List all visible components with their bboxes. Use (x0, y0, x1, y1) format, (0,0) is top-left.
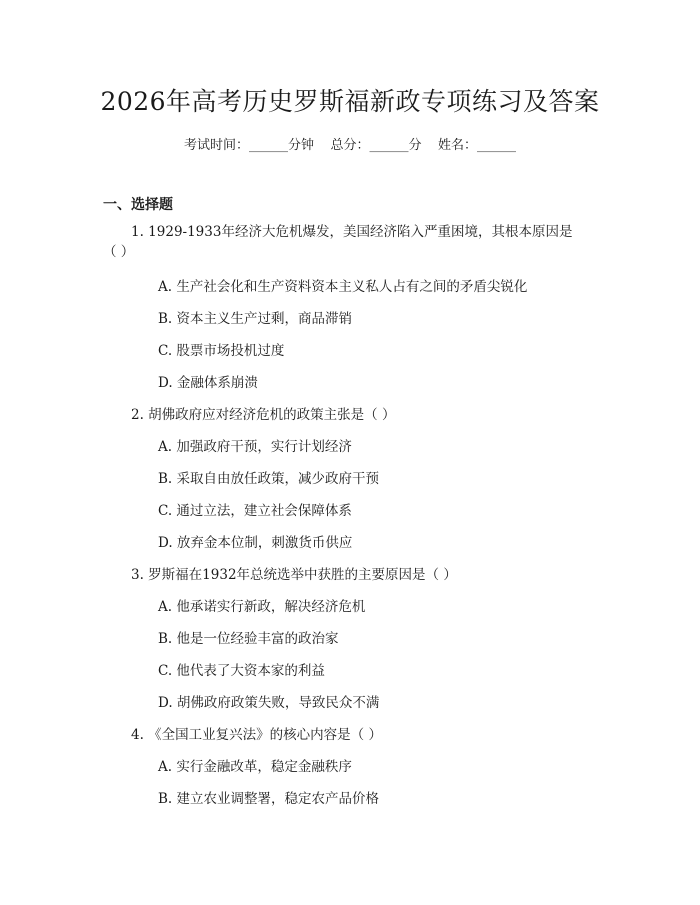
question-3-option-c: C. 他代表了大资本家的利益 (158, 663, 325, 679)
question-3-option-d: D. 胡佛政府政策失败，导致民众不满 (158, 695, 380, 711)
question-4-option-b: B. 建立农业调整署，稳定农产品价格 (158, 791, 380, 807)
question-1-option-d: D. 金融体系崩溃 (158, 375, 258, 391)
question-2-option-a: A. 加强政府干预，实行计划经济 (158, 439, 352, 455)
question-3: 3. 罗斯福在1932年总统选举中获胜的主要原因是（ ） (131, 567, 457, 583)
question-2-option-d: D. 放弃金本位制，刺激货币供应 (158, 535, 353, 551)
question-4: 4. 《全国工业复兴法》的核心内容是（ ） (131, 727, 382, 743)
question-2-option-c: C. 通过立法，建立社会保障体系 (158, 503, 352, 519)
section-heading: 一、选择题 (103, 197, 173, 213)
question-2-option-b: B. 采取自由放任政策，减少政府干预 (158, 471, 380, 487)
page-title: 2026年高考历史罗斯福新政专项练习及答案 (100, 87, 600, 116)
exam-meta-line: 考试时间：______分钟 总分：______分 姓名：______ (183, 138, 517, 153)
question-4-option-a: A. 实行金融改革，稳定金融秩序 (158, 759, 352, 775)
question-2: 2. 胡佛政府应对经济危机的政策主张是（ ） (131, 407, 396, 423)
question-1-option-c: C. 股票市场投机过度 (158, 343, 285, 359)
question-1: 1. 1929-1933年经济大危机爆发，美国经济陷入严重困境，其根本原因是（ ） (103, 224, 573, 260)
question-1-option-b: B. 资本主义生产过剩，商品滞销 (158, 311, 353, 327)
question-3-option-a: A. 他承诺实行新政，解决经济危机 (158, 599, 366, 615)
question-3-option-b: B. 他是一位经验丰富的政治家 (158, 631, 339, 647)
question-1-option-a: A. 生产社会化和生产资料资本主义私人占有之间的矛盾尖锐化 (158, 279, 528, 295)
